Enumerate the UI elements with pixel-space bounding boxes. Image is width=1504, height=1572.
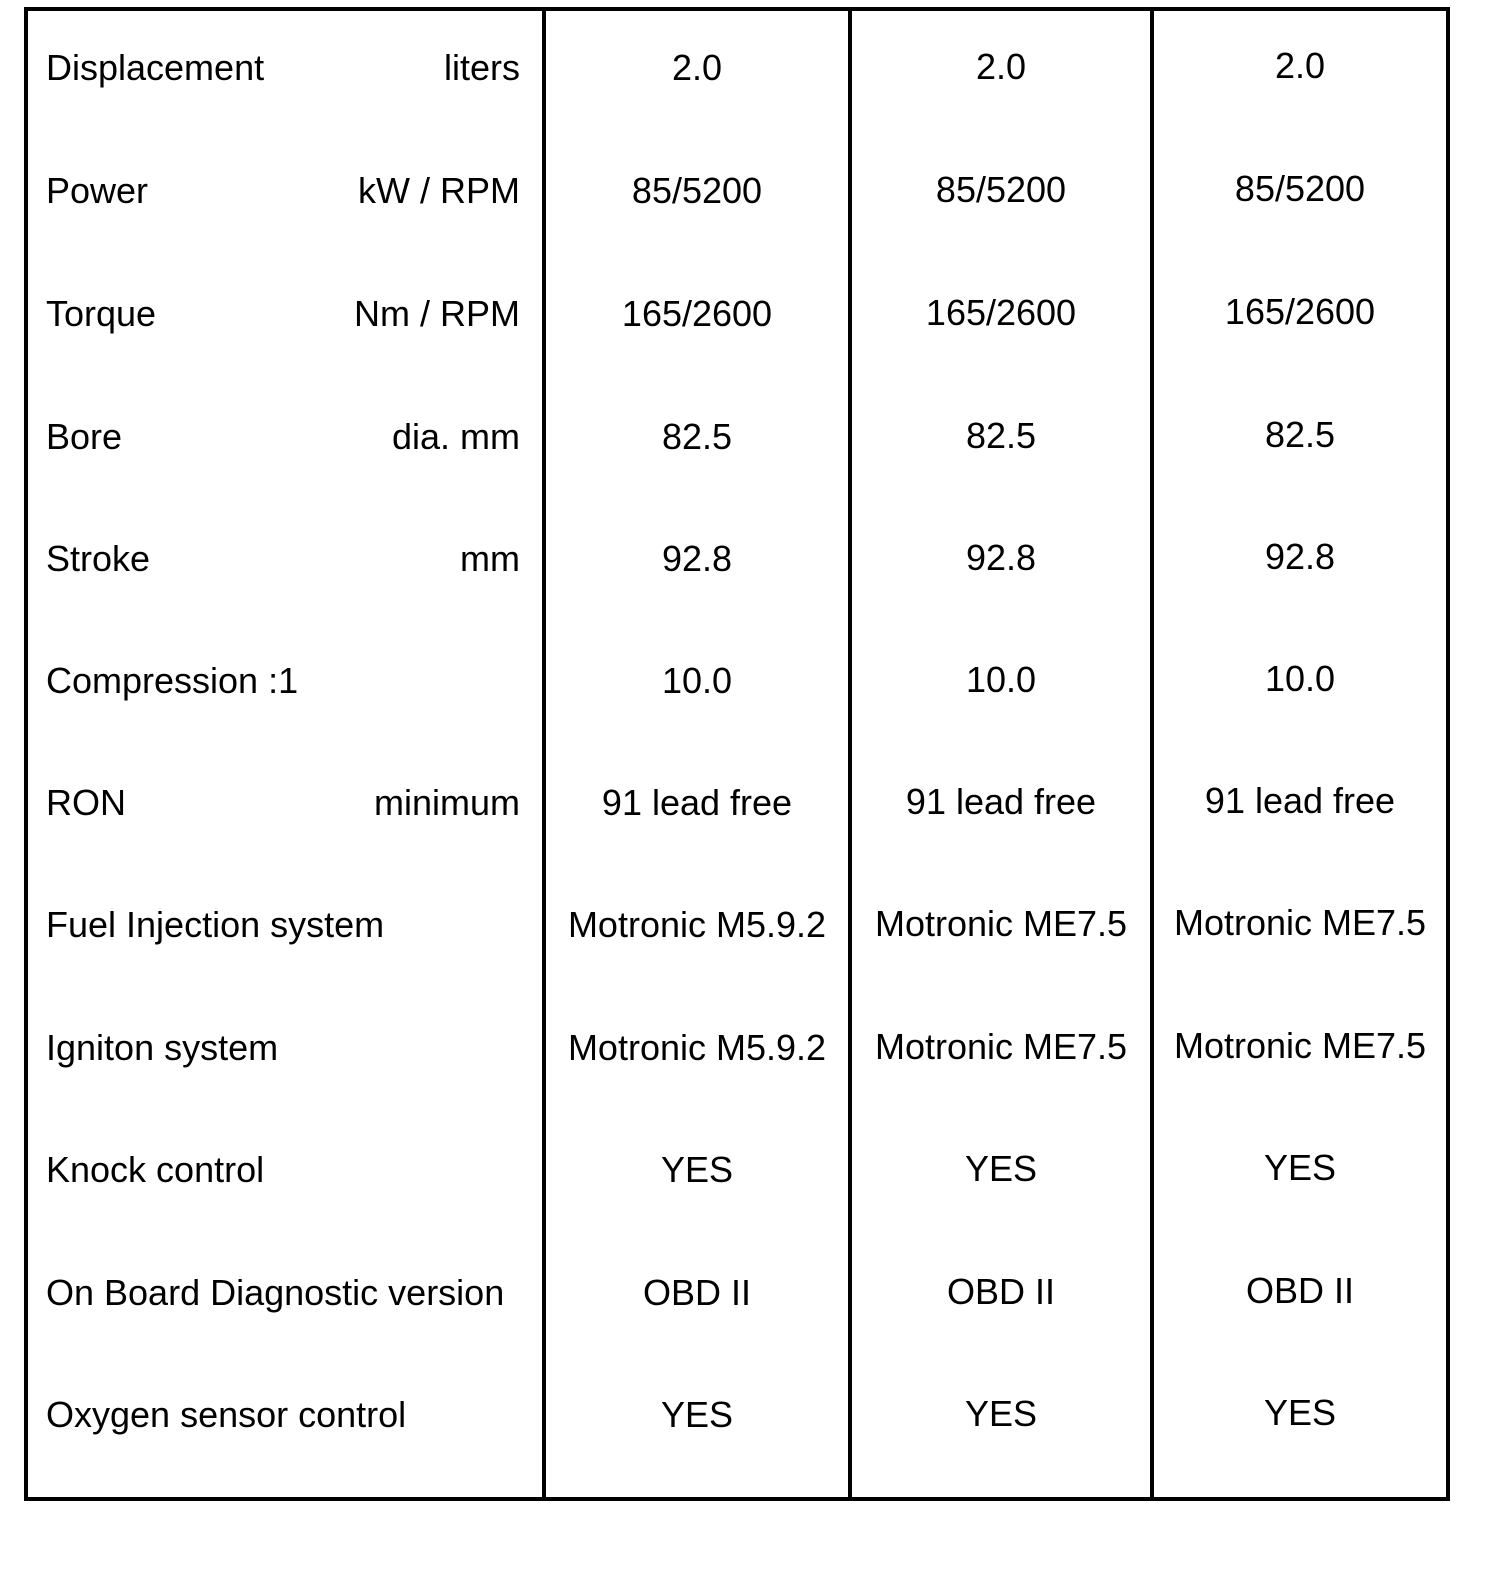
table-cell: Motronic ME7.5: [874, 903, 1128, 944]
row-unit: Nm / RPM: [354, 293, 520, 334]
table-cell: 91 lead free: [1204, 780, 1396, 821]
row-unit: kW / RPM: [358, 170, 520, 211]
table-cell: Motronic M5.9.2: [567, 1027, 827, 1068]
table-cell: 10.0: [1264, 658, 1336, 699]
table-cell: 2.0: [1274, 45, 1326, 86]
row-label: Igniton system: [46, 1027, 279, 1068]
table-cell: 85/5200: [935, 169, 1067, 210]
row-label: Fuel Injection system: [46, 904, 385, 945]
row-stroke: [28, 539, 542, 579]
table-cell: 91 lead free: [601, 782, 793, 823]
row-displacement: [28, 48, 542, 88]
row-torque: [28, 294, 542, 334]
row-unit: mm: [460, 538, 520, 579]
row-label: Stroke: [46, 538, 151, 579]
row-ignition: [28, 1028, 542, 1068]
table-cell: YES: [660, 1394, 734, 1435]
row-label: Displacement: [46, 47, 265, 88]
table-cell: 10.0: [661, 660, 733, 701]
row-oxygen-sensor: [28, 1395, 542, 1435]
row-power: [28, 171, 542, 211]
table-cell: 82.5: [965, 415, 1037, 456]
row-knock-control: [28, 1150, 542, 1190]
table-cell: 82.5: [661, 416, 733, 457]
row-ron: [28, 783, 542, 823]
table-cell: 92.8: [965, 537, 1037, 578]
table-cell: YES: [964, 1148, 1038, 1189]
table-cell: OBD II: [1245, 1270, 1355, 1311]
engine-spec-table: [24, 7, 1450, 1501]
table-cell: OBD II: [642, 1272, 752, 1313]
table-cell: YES: [660, 1149, 734, 1190]
row-label: Bore: [46, 416, 123, 457]
row-label: Oxygen sensor control: [46, 1394, 407, 1435]
table-cell: 91 lead free: [905, 781, 1097, 822]
label-column: [28, 11, 542, 1497]
row-unit: dia. mm: [391, 416, 520, 457]
table-cell: 165/2600: [621, 293, 773, 334]
table-cell: YES: [964, 1393, 1038, 1434]
value-column-1: [542, 11, 848, 1497]
table-cell: YES: [1263, 1147, 1337, 1188]
table-cell: 10.0: [965, 659, 1037, 700]
row-label: Power: [46, 170, 149, 211]
table-cell: 85/5200: [1234, 168, 1366, 209]
row-bore: [28, 417, 542, 457]
table-cell: Motronic ME7.5: [1173, 1025, 1427, 1066]
row-label: Compression :1: [46, 660, 299, 701]
row-fuel-injection: [28, 905, 542, 945]
table-cell: Motronic M5.9.2: [567, 904, 827, 945]
row-label: RON: [46, 782, 126, 823]
row-compression: [28, 661, 542, 701]
row-label: Knock control: [46, 1149, 265, 1190]
table-cell: 2.0: [671, 47, 723, 88]
table-cell: 92.8: [661, 538, 733, 579]
row-label: On Board Diagnostic version: [46, 1272, 505, 1313]
table-cell: 165/2600: [1224, 291, 1376, 332]
row-unit: minimum: [373, 782, 520, 823]
row-label: Torque: [46, 293, 157, 334]
value-column-2: [848, 11, 1150, 1497]
table-cell: 92.8: [1264, 536, 1336, 577]
table-cell: Motronic ME7.5: [1173, 902, 1427, 943]
value-column-3: [1150, 11, 1446, 1497]
row-unit: liters: [443, 47, 520, 88]
row-obd: [28, 1273, 542, 1313]
table-cell: Motronic ME7.5: [874, 1026, 1128, 1067]
table-cell: 82.5: [1264, 414, 1336, 455]
table-cell: 2.0: [975, 46, 1027, 87]
table-cell: YES: [1263, 1392, 1337, 1433]
table-cell: 165/2600: [925, 292, 1077, 333]
table-cell: OBD II: [946, 1271, 1056, 1312]
table-cell: 85/5200: [631, 170, 763, 211]
